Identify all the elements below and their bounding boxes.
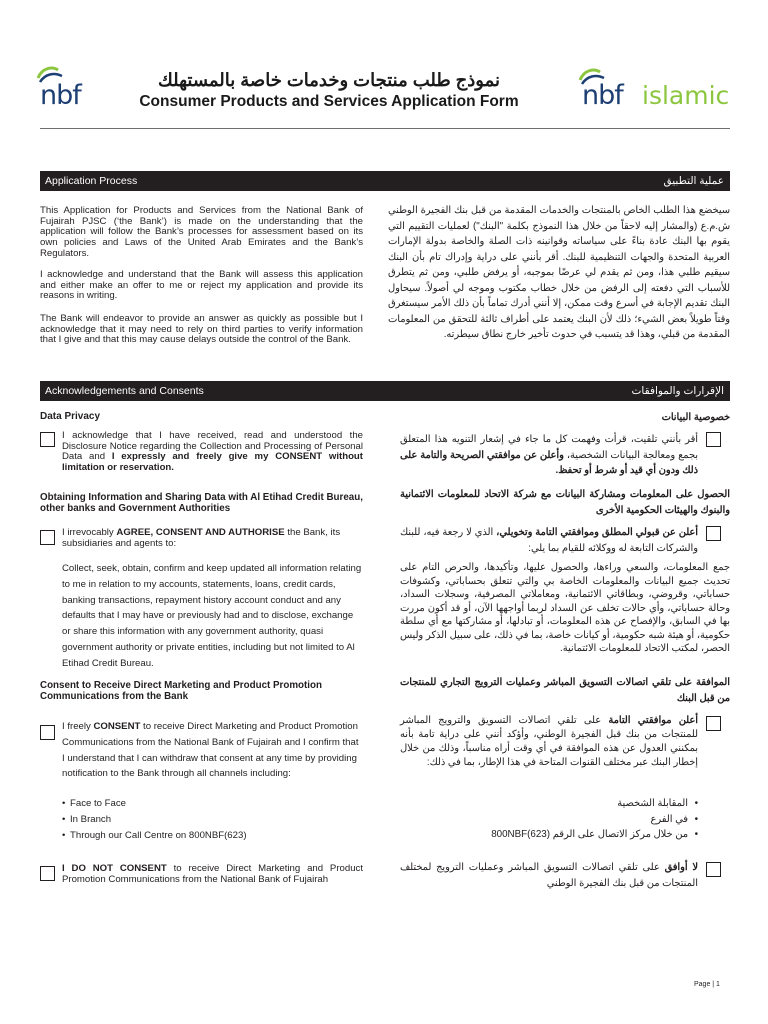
- list-item: • Face to Face: [62, 796, 363, 812]
- marketing-decline-ar-b: على تلقي اتصالات التسويق المباشر وعمليات الترويج لمختلف المنتجات من قبل بنك الفجيرة الوطني: [400, 862, 698, 889]
- marketing-consent-text-b: CONSENT: [93, 721, 141, 732]
- sharing-consent-text-a: I irrevocably: [62, 527, 117, 538]
- marketing-consent-text: [62, 719, 363, 782]
- section-bar-acknowledgements: [40, 381, 730, 401]
- section-title-en: Acknowledgements and Consents: [45, 385, 204, 397]
- nbf-islamic-logo: [578, 64, 738, 110]
- data-privacy-heading-ar: خصوصية البيانات: [661, 412, 730, 423]
- application-process-p2: I acknowledge and understand that the Bank will assess this application and either make an offer to me or reject my application and provide its reasons in writing.: [40, 269, 363, 302]
- data-privacy-consent-text: [62, 431, 363, 474]
- sharing-consent-text: [62, 528, 363, 549]
- marketing-decline-text-b: to receive Direct Marketing and Product Promotion Communications from the National Bank of Fujairah: [62, 863, 363, 885]
- sharing-consent-text-ar: [400, 525, 698, 556]
- marketing-heading-ar: الموافقة على تلقي اتصالات التسويق المباشر وعمليات الترويج التجاري للمنتجات من قبل البنك: [400, 677, 730, 704]
- list-item: • من خلال مركز الاتصال على الرقم 800NBF(623): [450, 827, 698, 843]
- marketing-consent-checkbox-ar[interactable]: [706, 716, 721, 731]
- marketing-heading-en: Consent to Receive Direct Marketing and Product Promotion Communications from the Bank: [40, 680, 322, 702]
- application-process-arabic: سيخضع هذا الطلب الخاص بالمنتجات والخدمات المقدمة من قبل بنك الفجيرة الوطني ش.م.ع (والمشار إليه لاحقاً من خلال هذا النموذج بكلمة "البنك") لعمليات التقييم التي يقوم بها البنك عادة بناءً على سياساته وقوانينه ذات الصلة والخاصة بدولة الإمارات العربية المتحدة والجهات التنظيمية للبنك. أقر بأنني على دراية وإدراك تام بأن البنك سيقيم طلبي هذا، ومن ثم يقدم لي عرضًا بموجبه، أو يرفض طلبي، ومن ثم يتطرق للأسباب التي دفعته إلى الرفض من خلال خطاب مكتوب وموجه لي أصولاً. سيحاول البنك تقديم الإجابة في أسرع وقت ممكن، إلا أنني أدرك تماماً بأن ذلك الأمر سيستغرق وقتاً طويلاً بعض الشيء؛ ذلك لأن البنك يعتمد على أطراف ثالثة للتحقق من المعلومات المقدمة من قبلي، وهذا قد يتسبب في حدوث تأخير خارج نطاق سيطرته.: [388, 205, 730, 340]
- sharing-consent-text-b: AGREE, CONSENT AND AUTHORISE: [116, 527, 285, 538]
- section-title-en: Application Process: [45, 175, 138, 187]
- data-privacy-consent-text-ar: [400, 432, 698, 479]
- marketing-consent-text-a: I freely: [62, 721, 94, 732]
- data-privacy-heading-en: Data Privacy: [40, 411, 101, 422]
- data-privacy-text-ar-b: وأعلن عن موافقتي الصريحة والتامة على ذلك ودون أي قيد أو شرط أو تحفظ.: [400, 449, 698, 476]
- application-process-p3: The Bank will endeavor to provide an answer as quickly as possible but I acknowledge that it may need to rely on third parties to verify information that I give and that this may cause delays outside the control of the Bank.: [40, 313, 363, 346]
- sharing-text-ar-b: الذي لا رجعة فيه، للبنك والشركات التابعة له ووكلائه للقيام بما يلي:: [400, 527, 698, 554]
- data-privacy-consent-text-a: I acknowledge that I have received, read and understood the Disclosure Notice regarding the Collection and Processing of Personal Data and: [62, 430, 363, 463]
- sharing-consent-checkbox-ar[interactable]: [706, 526, 721, 541]
- marketing-decline-text: [62, 864, 363, 885]
- marketing-consent-text-ar: [400, 714, 698, 770]
- page-title-english: Consumer Products and Services Application Form: [139, 93, 519, 110]
- header-divider: [40, 128, 730, 129]
- sharing-consent-text-c: the Bank, its subsidiaries and agents to:: [62, 527, 341, 549]
- nbf-logo-text: nbf: [40, 80, 81, 111]
- sharing-heading-ar: الحصول على المعلومات ومشاركة البيانات مع شركة الاتحاد للمعلومات الائتمانية والبنوك والهيئات الحكومية الأخرى: [400, 489, 730, 516]
- contact-channels-list-en: [62, 796, 363, 843]
- data-privacy-text-ar-a: أقر بأنني تلقيت، قرأت وفهمت كل ما جاء في إشعار التنويه هذا المتعلق بجمع ومعالجة البيانات الشخصية،: [400, 434, 699, 461]
- data-privacy-consent-checkbox[interactable]: [40, 432, 55, 447]
- data-privacy-consent-checkbox-ar[interactable]: [706, 432, 721, 447]
- nbf-islamic-logo-text-b: islamic: [642, 81, 730, 110]
- marketing-decline-text-a: I DO NOT CONSENT: [62, 863, 167, 874]
- list-item: • Through our Call Centre on 800NBF(623): [62, 828, 363, 844]
- contact-channels-list-ar: [450, 796, 698, 843]
- marketing-consent-text-c: to receive Direct Marketing and Product Promotion Communications from the National Bank of Fujairah and I confirm that I understand that I can withdraw that consent at any time by providing notification to the Bank through all channels including:: [62, 721, 359, 780]
- sharing-heading-en: Obtaining Information and Sharing Data with Al Etihad Credit Bureau, other banks and Government Authorities: [40, 492, 363, 514]
- page-title-arabic: نموذج طلب منتجات وخدمات خاصة بالمستهلك: [157, 70, 501, 90]
- sharing-text-ar-a: أعلن عن قبولي المطلق وموافقتي التامة وتخويلي،: [496, 527, 699, 538]
- sharing-body-ar: جمع المعلومات، والسعي وراءها، والحصول عليها، وتأكيدها، والحرص التام على تحديث جميع البيانات والمعلومات الخاصة بي والتي تتعلق بحساباتي، وكشوفات حساباتي، وقروضي، وبطاقاتي الائتمانية، ومعاملاتي المصرفية، وسجلات السداد، وحالة حساباتي، وأي حالات تخلف عن السداد لربما أواجهها الآن، أو قد أكون مررت بها في السابق، والإفصاح عن هذه المعلومات، أو تبادلها، أو مشاركتها مع أي سلطة حكومية، أو هيئة شبه حكومية، أو كيانات خاصة، بما في ذلك، على سبيل الذكر وليس الحصر، لمكتب الاتحاد للمعلومات الائتمانية.: [400, 562, 730, 654]
- marketing-decline-checkbox-ar[interactable]: [706, 862, 721, 877]
- marketing-text-ar-a: أعلن موافقتي التامة: [608, 715, 698, 726]
- marketing-decline-text-ar: [400, 860, 698, 891]
- marketing-text-ar-b: على تلقي اتصالات التسويق والترويج المباشر للمنتجات من بنك قبل الفجيرة الوطني، وأؤكد أنني على دراية تامة بأنه بمكنني العدول عن هذه الموافقة في أي وقت أراه مناسباً، وذلك من خلال إخطار البنك عبر مختلف القنوات المتاحة في هذا الإطار، بما في ذلك:: [400, 715, 698, 768]
- data-privacy-consent-text-b: I expressly and freely give my CONSENT without limitation or reservation.: [62, 451, 363, 474]
- page-number: Page | 1: [694, 981, 720, 988]
- application-process-p1: This Application for Products and Services from the National Bank of Fujairah PJSC (‘the Bank’) is made on the understanding that the application will follow the Bank’s processes for assessment based on its own policies and Laws of the United Arab Emirates and the Bank’s Regulators.: [40, 205, 363, 259]
- nbf-islamic-logo-text-a: nbf: [582, 80, 623, 111]
- sharing-consent-checkbox[interactable]: [40, 530, 55, 545]
- list-item: • In Branch: [62, 812, 363, 828]
- marketing-decline-checkbox[interactable]: [40, 866, 55, 881]
- nbf-logo: [36, 64, 116, 110]
- marketing-consent-checkbox[interactable]: [40, 725, 55, 740]
- sharing-body-en: Collect, seek, obtain, confirm and keep updated all information relating to me in relation to my accounts, statements, loans, credit cards, banking transactions, repayment history account conduct and any defaults that I may have or previously had and to disclose, exchange or share this information with any government authority, quasi government authority or private entities, including but not limited to Al Etihad Credit Bureau.: [62, 563, 362, 669]
- marketing-decline-ar-a: لا أوافق: [664, 862, 698, 873]
- section-title-ar: الإقرارات والموافقات: [631, 385, 724, 397]
- section-bar-application-process: [40, 171, 730, 191]
- list-item: • المقابلة الشخصية: [450, 796, 698, 812]
- section-title-ar: عملية التطبيق: [663, 175, 724, 187]
- list-item: • في الفرع: [450, 812, 698, 828]
